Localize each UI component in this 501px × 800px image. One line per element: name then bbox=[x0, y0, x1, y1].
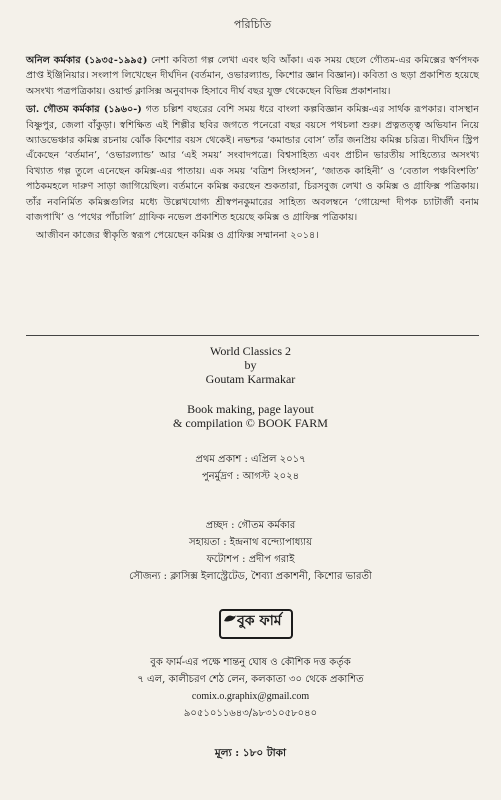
book-title-block bbox=[0, 344, 501, 386]
bio-goutam-name: ডা. গৌতম কর্মকার (১৯৬০-) bbox=[26, 104, 142, 116]
bio-anil-name: অনিল কর্মকার (১৯৩৫-১৯৯৫) bbox=[26, 55, 148, 66]
book-title: World Classics 2 bbox=[209, 344, 292, 358]
publisher-line-1: বুক ফার্ম-এর পক্ষে শান্তনু ঘোষ ও কৌশিক দত্ত কর্তৃক bbox=[150, 657, 351, 668]
page-header: পরিচিতি bbox=[233, 18, 272, 31]
book-compilation: & compilation © BOOK FARM bbox=[173, 416, 328, 430]
credit-photoshop: ফটোশপ : প্রদীপ গরাই bbox=[206, 554, 295, 565]
publisher-address: ৭ এল, কালীচরণ শেঠ লেন, কলকাতা ৩০ থেকে প্রকাশিত bbox=[137, 674, 364, 685]
book-farm-logo bbox=[209, 605, 299, 647]
first-edition: প্রথম প্রকাশ : এপ্রিল ২০১৭ bbox=[195, 454, 306, 465]
bio-goutam-text: গত চল্লিশ বছরের বেশি সময় ধরে বাংলা কল্পবিজ্ঞান কমিক্স-এর সার্থক রূপকার। বাসস্থান বিষ্ণুপুর, জেলা বাঁকুড়া। স্বশিক্ষিত এই শিল্পীর ছবির জগতে পনেরো বছর বয়সে পথচলা শুরু। প্রত্নতত্ত্ব অভিযান নিয়ে অ্যাডভেঞ্চার কমিক্স রচনায় ঝোঁক কিশোর বয়স থেকেই। নভশ্চর ‘কমান্ডার বোস’ তাঁর জনপ্রিয় কমিক্স চরিত্র। দীর্ঘদিন স্ট্রিপ এঁকেছেন ‘বর্তমান’, ‘ওভারল্যান্ড’ আর ‘এই সময়’ সংবাদপত্রে। বিশ্বসাহিত্য এবং প্রাচীন ভারতীয় সাহিত্যের অসংখ্য বিখ্যাত গল্প তুলে এনেছেন কমিক্স-এর পাতায়। এক সময় ‘বত্রিশ সিংহাসন’, ‘জাতক কাহিনী’ ও ‘বেতাল পঞ্চবিংশতি’ পাঠকমহলে দারুণ সাড়া জাগিয়েছিল। বর্তমানে কমিক্স করছেন শুকতারা, চিরসবুজ লেখা ও কমিক্স ও গ্রাফিক্স পত্রিকায়। তাঁর নবনির্মিত কমিক্সগুলির মধ্যে উল্লেখযোগ্য শ্রীস্বপনকুমারের সাহিত্য অবলম্বনে ‘গোয়েন্দা দীপক চ্যাটার্জী বনাম বাজপাখি’ ও ‘পথের পাঁচালি’ গ্রাফিক নভেল প্রকাশিত হয়েছে কমিক্স ও গ্রাফিক্স পত্রিকায়। bbox=[26, 104, 480, 224]
book-making: Book making, page layout bbox=[187, 402, 314, 416]
divider bbox=[26, 335, 479, 336]
reprint-edition: পুনর্মুদ্রণ : আগস্ট ২০২৪ bbox=[201, 471, 300, 482]
bio-anil-text: নেশা কবিতা গল্প লেখা এবং ছবি আঁকা। এক সময় ছেলে গৌতম-এর কমিক্সের স্বর্ণপদক প্রাপ্ত ইঞ্জিনিয়ার। সংলাপ লিখেছেন দীর্ঘদিন (বর্তমান, ওভারল্যান্ড, কিশোর জ্ঞান বিজ্ঞান)। কবিতা ও ছড়া প্রকাশিত হয়েছে অসংখ্য পত্রপত্রিকায়। ওয়ার্ল্ড ক্লাসিক্স অনুবাদক হিসাবে দীর্ঘ বছর যুক্ত থেকেছেন বিভিন্ন প্রকাশনায়। bbox=[26, 55, 479, 97]
credit-courtesy: সৌজন্য : ক্লাসিক্স ইলাস্ট্রেটেড, শৈব্যা প্রকাশনী, কিশোর ভারতী bbox=[129, 571, 372, 582]
credit-assist: সহায়তা : ইন্দ্রনাথ বন্দ্যোপাধ্যায় bbox=[189, 537, 312, 548]
bird-icon bbox=[223, 612, 237, 626]
credit-cover: প্রচ্ছদ : গৌতম কর্মকার bbox=[205, 520, 296, 531]
publication-block bbox=[0, 451, 501, 485]
book-author: Goutam Karmakar bbox=[205, 372, 296, 386]
credits-block bbox=[0, 517, 501, 585]
bio-goutam bbox=[26, 102, 479, 225]
bio-section bbox=[26, 53, 479, 244]
logo-text: বুক ফার্ম bbox=[237, 613, 282, 629]
bio-award: আজীবন কাজের স্বীকৃতি স্বরূপ পেয়েছেন কমিক্স ও গ্রাফিক্স সম্মাননা ২০১৪। bbox=[36, 230, 319, 242]
price-label: মূল্য : ১৮০ টাকা bbox=[214, 747, 287, 759]
book-making-block bbox=[0, 402, 501, 430]
bio-anil bbox=[26, 53, 479, 99]
book-by: by bbox=[244, 358, 257, 372]
publisher-phone: ৯০৫১০১১৬৪৩/৯৮৩১০৫৮০৪০ bbox=[183, 708, 318, 719]
publisher-block bbox=[0, 654, 501, 722]
publisher-email[interactable]: comix.o.graphix@gmail.com bbox=[191, 691, 310, 702]
